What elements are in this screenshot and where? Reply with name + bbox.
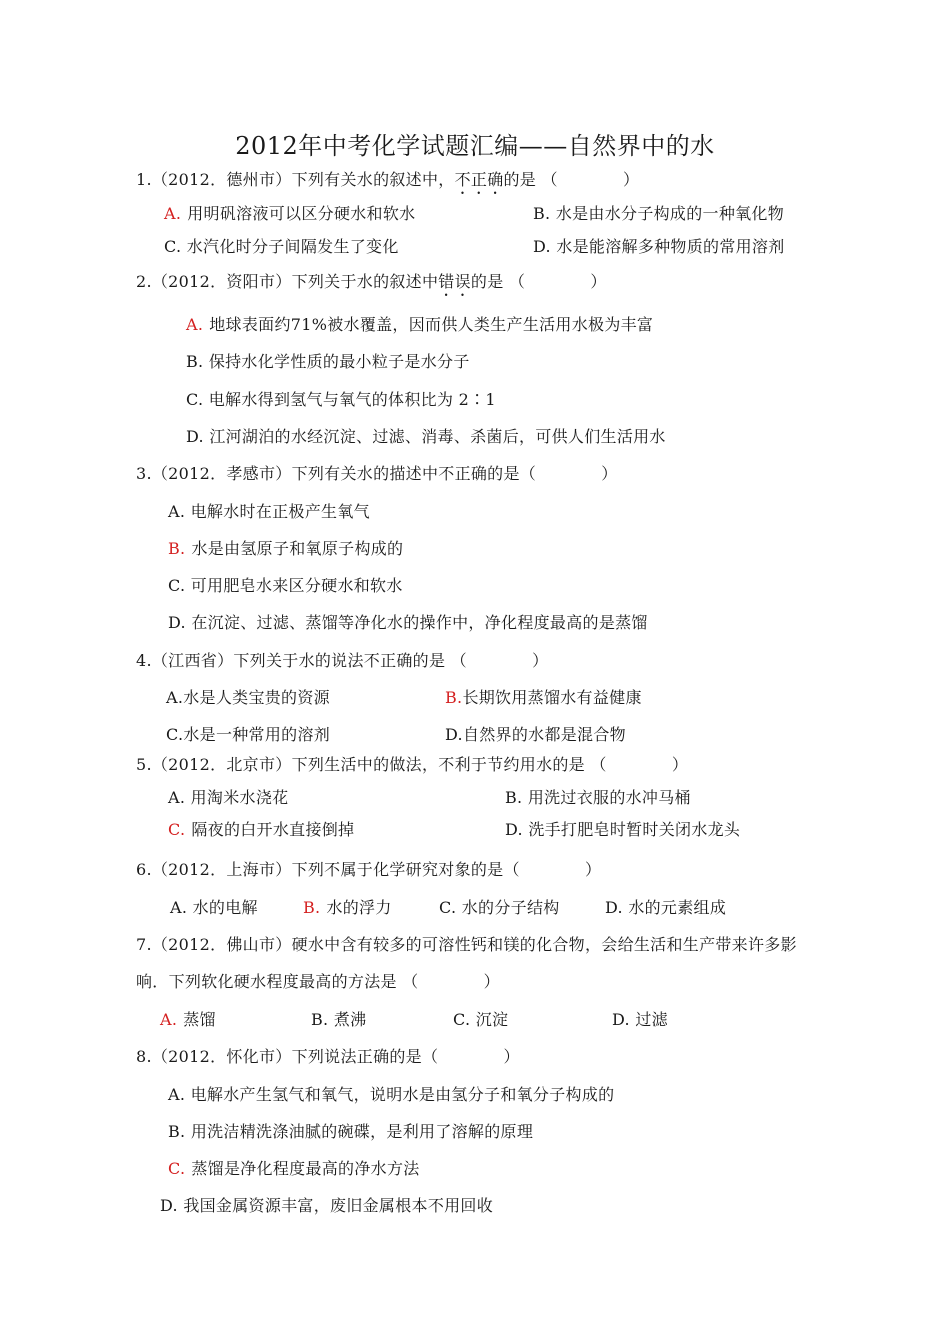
question-3-option-c: C. 可用肥皂水来区分硬水和软水 — [168, 576, 403, 595]
document-title: 2012年中考化学试题汇编——自然界中的水 — [235, 132, 715, 160]
question-8-option-d: D. 我国金属资源丰富，废旧金属根本不用回收 — [160, 1196, 494, 1215]
question-7-option-a — [160, 1010, 216, 1030]
question-4-option-d: D.自然界的水都是混合物 — [445, 725, 626, 744]
question-7-stem-line1: 7.（2012．佛山市）硬水中含有较多的可溶性钙和镁的化合物，会给生活和生产带来许多影 — [136, 935, 797, 954]
question-2-option-c: C. 电解水得到氢气与氧气的体积比为 2∶1 — [186, 390, 496, 409]
question-1-option-b: B. 水是由水分子构成的一种氧化物 — [533, 204, 785, 223]
question-5-option-c — [168, 820, 354, 840]
answer-letter: B. — [445, 688, 463, 707]
question-8-option-c — [168, 1159, 420, 1179]
question-2-emphasis: 错误 — [438, 272, 471, 291]
question-5-option-d: D. 洗手打肥皂时暂时关闭水龙头 — [505, 820, 741, 839]
question-2-option-a — [186, 315, 653, 335]
question-4-stem: 4.（江西省）下列关于水的说法不正确的是 （ ） — [136, 651, 549, 670]
question-1-stem — [136, 170, 639, 198]
answer-letter: B. — [303, 898, 321, 917]
answer-letter: C. — [168, 1159, 186, 1178]
answer-letter: B. — [168, 539, 186, 558]
answer-letter: A. — [164, 204, 182, 223]
question-4-option-a: A.水是人类宝贵的资源 — [166, 688, 330, 707]
question-6-option-a: A. 水的电解 — [170, 898, 258, 917]
question-2-stem-post: 的是 （ ） — [470, 272, 607, 291]
option-text: 隔夜的白开水直接倒掉 — [191, 820, 355, 839]
option-text: 地球表面约71%被水覆盖，因而供人类生产生活用水极为丰富 — [209, 315, 654, 334]
question-6-option-b — [303, 898, 392, 918]
option-text: 蒸馏是净化程度最高的净水方法 — [191, 1159, 420, 1178]
question-7-option-c: C. 沉淀 — [453, 1010, 509, 1029]
question-1-option-d: D. 水是能溶解多种物质的常用溶剂 — [533, 237, 785, 256]
question-2-stem-pre: 2.（2012．资阳市）下列关于水的叙述中 — [136, 272, 439, 291]
option-text: 蒸馏 — [183, 1010, 216, 1029]
question-3-option-a: A. 电解水时在正极产生氧气 — [168, 502, 370, 521]
question-6-option-c: C. 水的分子结构 — [439, 898, 560, 917]
question-1-option-a — [164, 204, 415, 224]
question-3-stem: 3.（2012．孝感市）下列有关水的描述中不正确的是（ ） — [136, 464, 618, 483]
answer-letter: A. — [160, 1010, 178, 1029]
question-5-stem: 5.（2012．北京市）下列生活中的做法，不利于节约用水的是 （ ） — [136, 755, 689, 774]
question-2-option-d: D. 江河湖泊的水经沉淀、过滤、消毒、杀菌后，可供人们生活用水 — [186, 427, 666, 446]
question-5-option-a: A. 用淘米水浇花 — [168, 788, 289, 807]
option-text: 水的浮力 — [326, 898, 392, 917]
question-2-stem — [136, 272, 607, 300]
answer-letter: A. — [186, 315, 204, 334]
question-4-option-b — [445, 688, 642, 708]
question-1-emphasis: 不正确 — [454, 170, 504, 189]
question-8-stem: 8.（2012．怀化市）下列说法正确的是（ ） — [136, 1047, 520, 1066]
question-5-option-b: B. 用洗过衣服的水冲马桶 — [505, 788, 691, 807]
question-6-option-d: D. 水的元素组成 — [605, 898, 727, 917]
question-6-stem: 6.（2012．上海市）下列不属于化学研究对象的是（ ） — [136, 860, 602, 879]
option-text: 水是由氢原子和氧原子构成的 — [191, 539, 404, 558]
question-8-option-b: B. 用洗洁精洗涤油腻的碗碟，是利用了溶解的原理 — [168, 1122, 534, 1141]
question-8-option-a: A. 电解水产生氢气和氧气，说明水是由氢分子和氧分子构成的 — [168, 1085, 615, 1104]
option-text: 用明矾溶液可以区分硬水和软水 — [187, 204, 416, 223]
answer-letter: C. — [168, 820, 186, 839]
question-4-option-c: C.水是一种常用的溶剂 — [166, 725, 331, 744]
question-2-option-b: B. 保持水化学性质的最小粒子是水分子 — [186, 352, 470, 371]
question-7-option-d: D. 过滤 — [612, 1010, 668, 1029]
question-7-option-b: B. 煮沸 — [311, 1010, 367, 1029]
question-1-stem-post: 的是 （ ） — [503, 170, 640, 189]
option-text: 长期饮用蒸馏水有益健康 — [462, 688, 642, 707]
question-3-option-b — [168, 539, 403, 559]
question-3-option-d: D. 在沉淀、过滤、蒸馏等净化水的操作中，净化程度最高的是蒸馏 — [168, 613, 648, 632]
question-1-stem-pre: 1.（2012．德州市）下列有关水的叙述中， — [136, 170, 455, 189]
question-1-option-c: C. 水汽化时分子间隔发生了变化 — [164, 237, 399, 256]
question-7-stem-line2: 响．下列软化硬水程度最高的方法是 （ ） — [136, 972, 500, 991]
